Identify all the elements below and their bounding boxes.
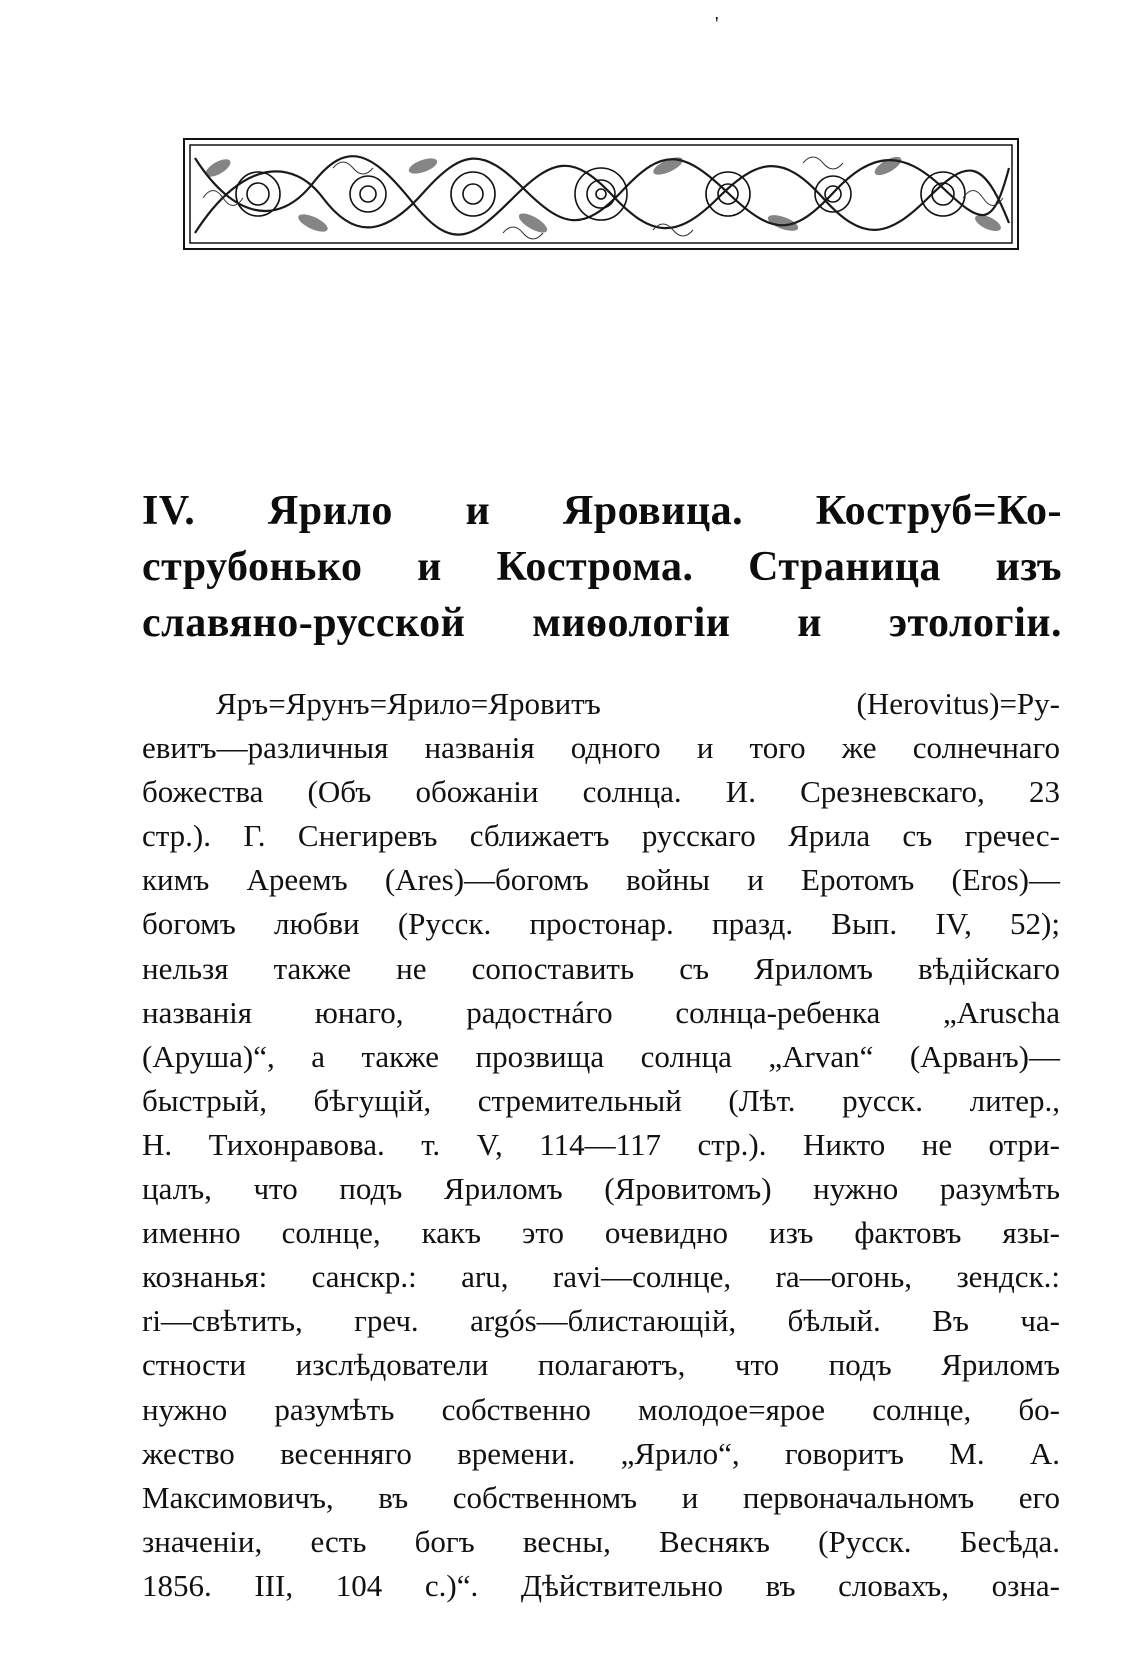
text-line: цалъ, что подъ Яриломъ (Яровитомъ) нужно разумѣть [142,1171,1060,1207]
text-line: кознанья: санскр.: aru, ravi—солнце, ra—огонь, зендск.: [142,1259,1060,1295]
text-line: Максимовичъ, въ собственномъ и первоначальномъ его [142,1479,1060,1515]
chapter-title-line: славяно-русской миѳологіи и этологіи. [142,600,1062,646]
text-line: именно солнце, какъ это очевидно изъ фактовъ язы- [142,1215,1060,1251]
text-line: нельзя также не сопоставить съ Яриломъ вѣдійскаго [142,950,1060,986]
text-line: значеніи, есть богъ весны, Веснякъ (Русск. Бесѣда. [142,1523,1060,1559]
body-paragraph [142,682,1060,1608]
text-line: ri—свѣтить, греч. argós—блистающій, бѣлый. Въ ча- [142,1303,1060,1339]
text-line: стр.). Г. Снегиревъ сближаетъ русскаго Ярила съ гречес- [142,818,1060,854]
text-line: стности изслѣдователи полагаютъ, что подъ Яриломъ [142,1347,1060,1383]
text-line: евитъ—различныя названія одного и того же солнечнаго [142,730,1060,766]
text-line: названія юнаго, радостнáго солнца-ребенка „Aruscha [142,994,1060,1030]
text-line: жество весенняго времени. „Ярило“, говоритъ М. А. [142,1435,1060,1471]
text-line: богомъ любви (Русск. простонар. празд. Вып. IV, 52); [142,906,1060,942]
text-line: Н. Тихонравова. т. V, 114—117 стр.). Никто не отри- [142,1126,1060,1162]
ornamental-headpiece [183,138,1019,250]
text-line: (Аруша)“, а также прозвища солнца „Arvan“ (Арванъ)— [142,1038,1060,1074]
chapter-title-line: струбонько и Кострома. Страница изъ [142,544,1062,590]
page-mark: ' [715,13,719,35]
text-line: кимъ Ареемъ (Ares)—богомъ войны и Еротомъ (Eros)— [142,862,1060,898]
text-line: 1856. III, 104 с.)“. Дѣйствительно въ словахъ, озна- [142,1567,1060,1603]
chapter-title [142,483,1062,651]
text-line: божества (Объ обожаніи солнца. И. Срезневскаго, 23 [142,774,1060,810]
text-line: Яръ=Ярунъ=Ярило=Яровитъ (Herovitus)=Ру- [216,686,1060,721]
text-line: быстрый, бѣгущій, стремительный (Лѣт. русск. литер., [142,1082,1060,1118]
text-line: нужно разумѣть собственно молодое=ярое солнце, бо- [142,1391,1060,1427]
chapter-title-line: IV. Ярило и Яровица. Коструб=Ко- [142,488,1062,534]
